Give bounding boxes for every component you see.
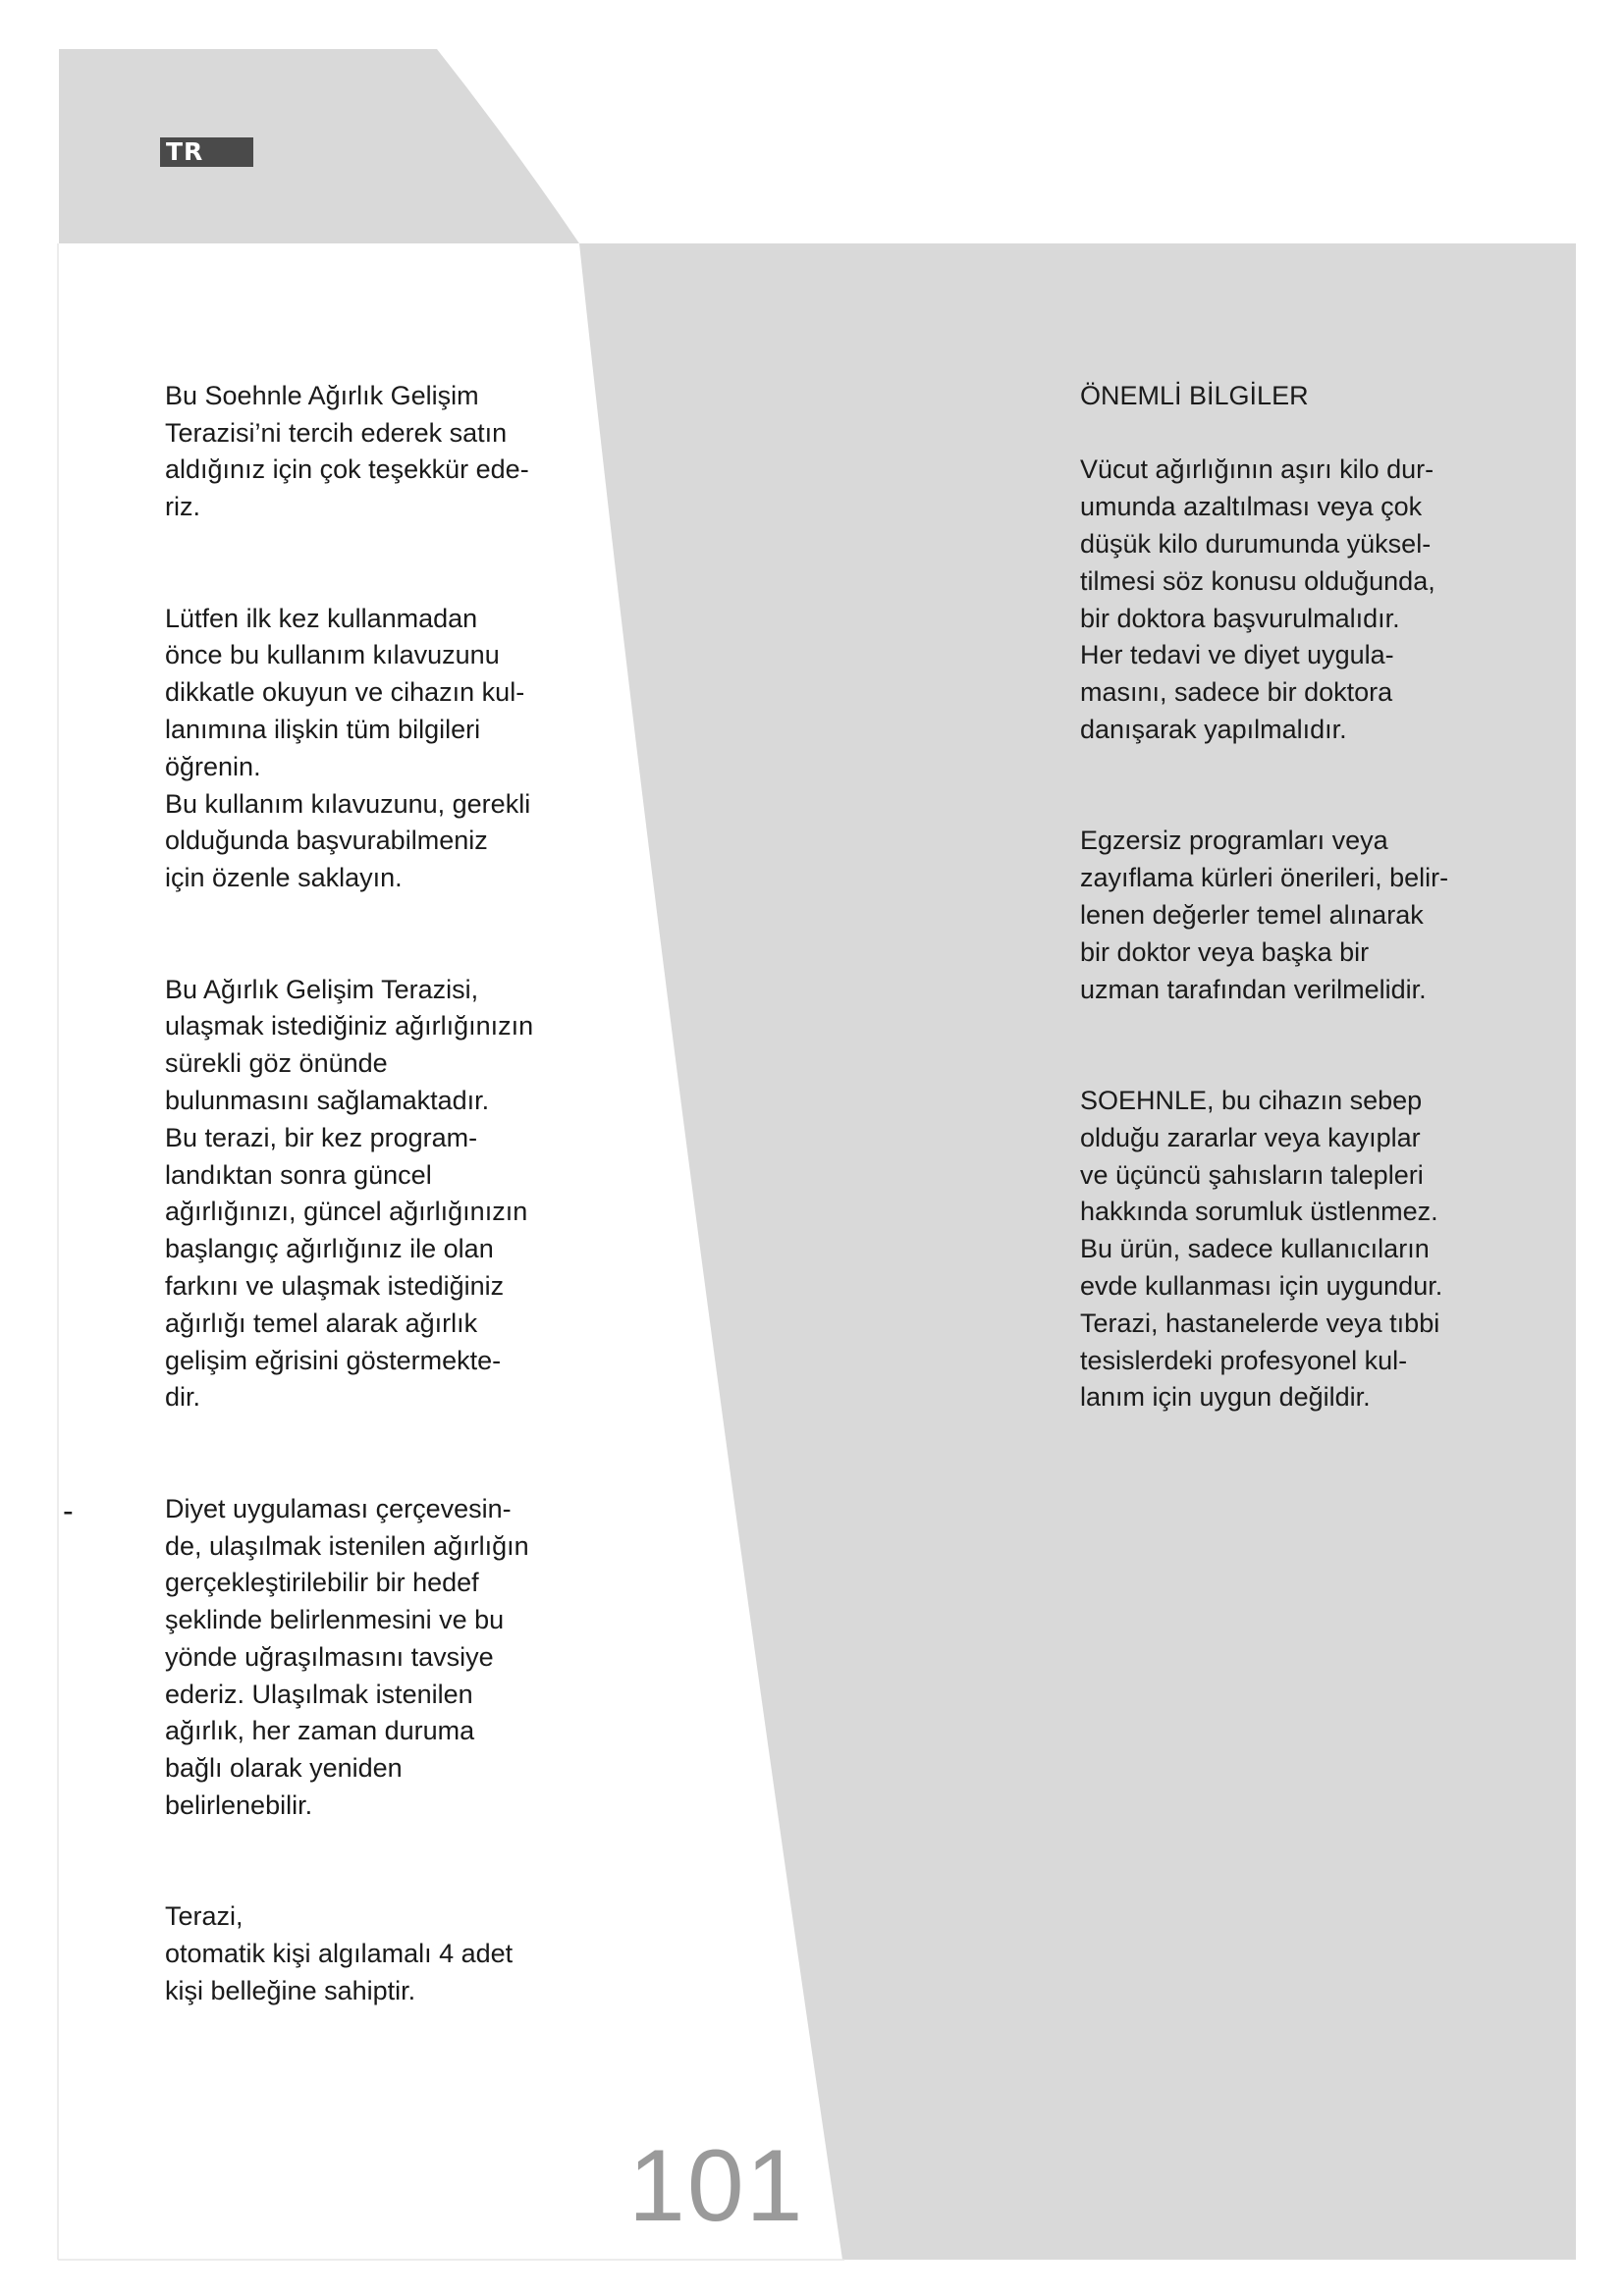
intro-paragraph: Diyet uygulaması çerçevesin- de, ulaşılmak istenilen ağırlığın gerçekleştirilebilir bir hedef şeklinde belirlenmesini ve bu yönde uğraşılmasını tavsiye ederiz. Ulaşılmak istenilen ağırlık, her zaman duruma bağlı olarak yeniden belirlenebilir. <box>165 1493 529 1821</box>
header-band <box>59 49 579 243</box>
important-info-paragraph: Egzersiz programları veya zayıflama kürleri önerileri, belir- lenen değerler temel alınarak bir doktor veya başka bir uzman tarafından verilmelidir. <box>1080 826 1449 1004</box>
important-info-paragraph: SOEHNLE, bu cihazın sebep olduğu zararlar veya kayıplar ve üçüncü şahısların talepleri hakkında sorumluk üstlenmez. Bu ürün, sadece kullanıcıların evde kullanması için uygundur. Terazi, hastanelerde veya tıbbi tesislerdeki profesyonel kul- lanım için uygun değildir. <box>1080 1085 1443 1413</box>
language-badge: TR <box>160 137 253 167</box>
page-number: 101 <box>628 2129 805 2243</box>
margin-mark: - <box>63 1493 74 1528</box>
intro-paragraph: Lütfen ilk kez kullanmadan önce bu kullanım kılavuzunu dikkatle okuyun ve cihazın kul- lanımına ilişkin tüm bilgileri öğrenin. Bu kullanım kılavuzunu, gerekli olduğunda başvurabilmeniz için özenle saklayın. <box>165 603 531 893</box>
intro-paragraph: Bu Ağırlık Gelişim Terazisi, ulaşmak istediğiniz ağırlığınızın sürekli göz önünde bulunmasını sağlamaktadır. Bu terazi, bir kez program- landıktan sonra güncel ağırlığınızı, güncel ağırlığınızın başlangıç ağırlığınız ile olan farkını ve ulaşmak istediğiniz ağırlığı temel alarak ağırlık gelişim eğrisini göstermekte- dir. <box>165 974 534 1413</box>
important-info-heading: ÖNEMLİ BİLGİLER <box>1080 380 1309 410</box>
important-info-column <box>1080 341 1492 1454</box>
important-info-paragraph: Vücut ağırlığının aşırı kilo dur- umunda azaltılması veya çok düşük kilo durumunda yüksel- tilmesi söz konusu olduğunda, bir doktora başvurulmalıdır. Her tedavi ve diyet uygula- masını, sadece bir doktora danışarak yapılmalıdır. <box>1080 454 1435 744</box>
intro-paragraph: Terazi, otomatik kişi algılamalı 4 adet kişi belleğine sahiptir. <box>165 1901 514 2006</box>
intro-column <box>165 341 597 2048</box>
intro-paragraph: Bu Soehnle Ağırlık Gelişim Terazisi’ni tercih ederek satın aldığınız için çok teşekkür ede- riz. <box>165 380 529 522</box>
